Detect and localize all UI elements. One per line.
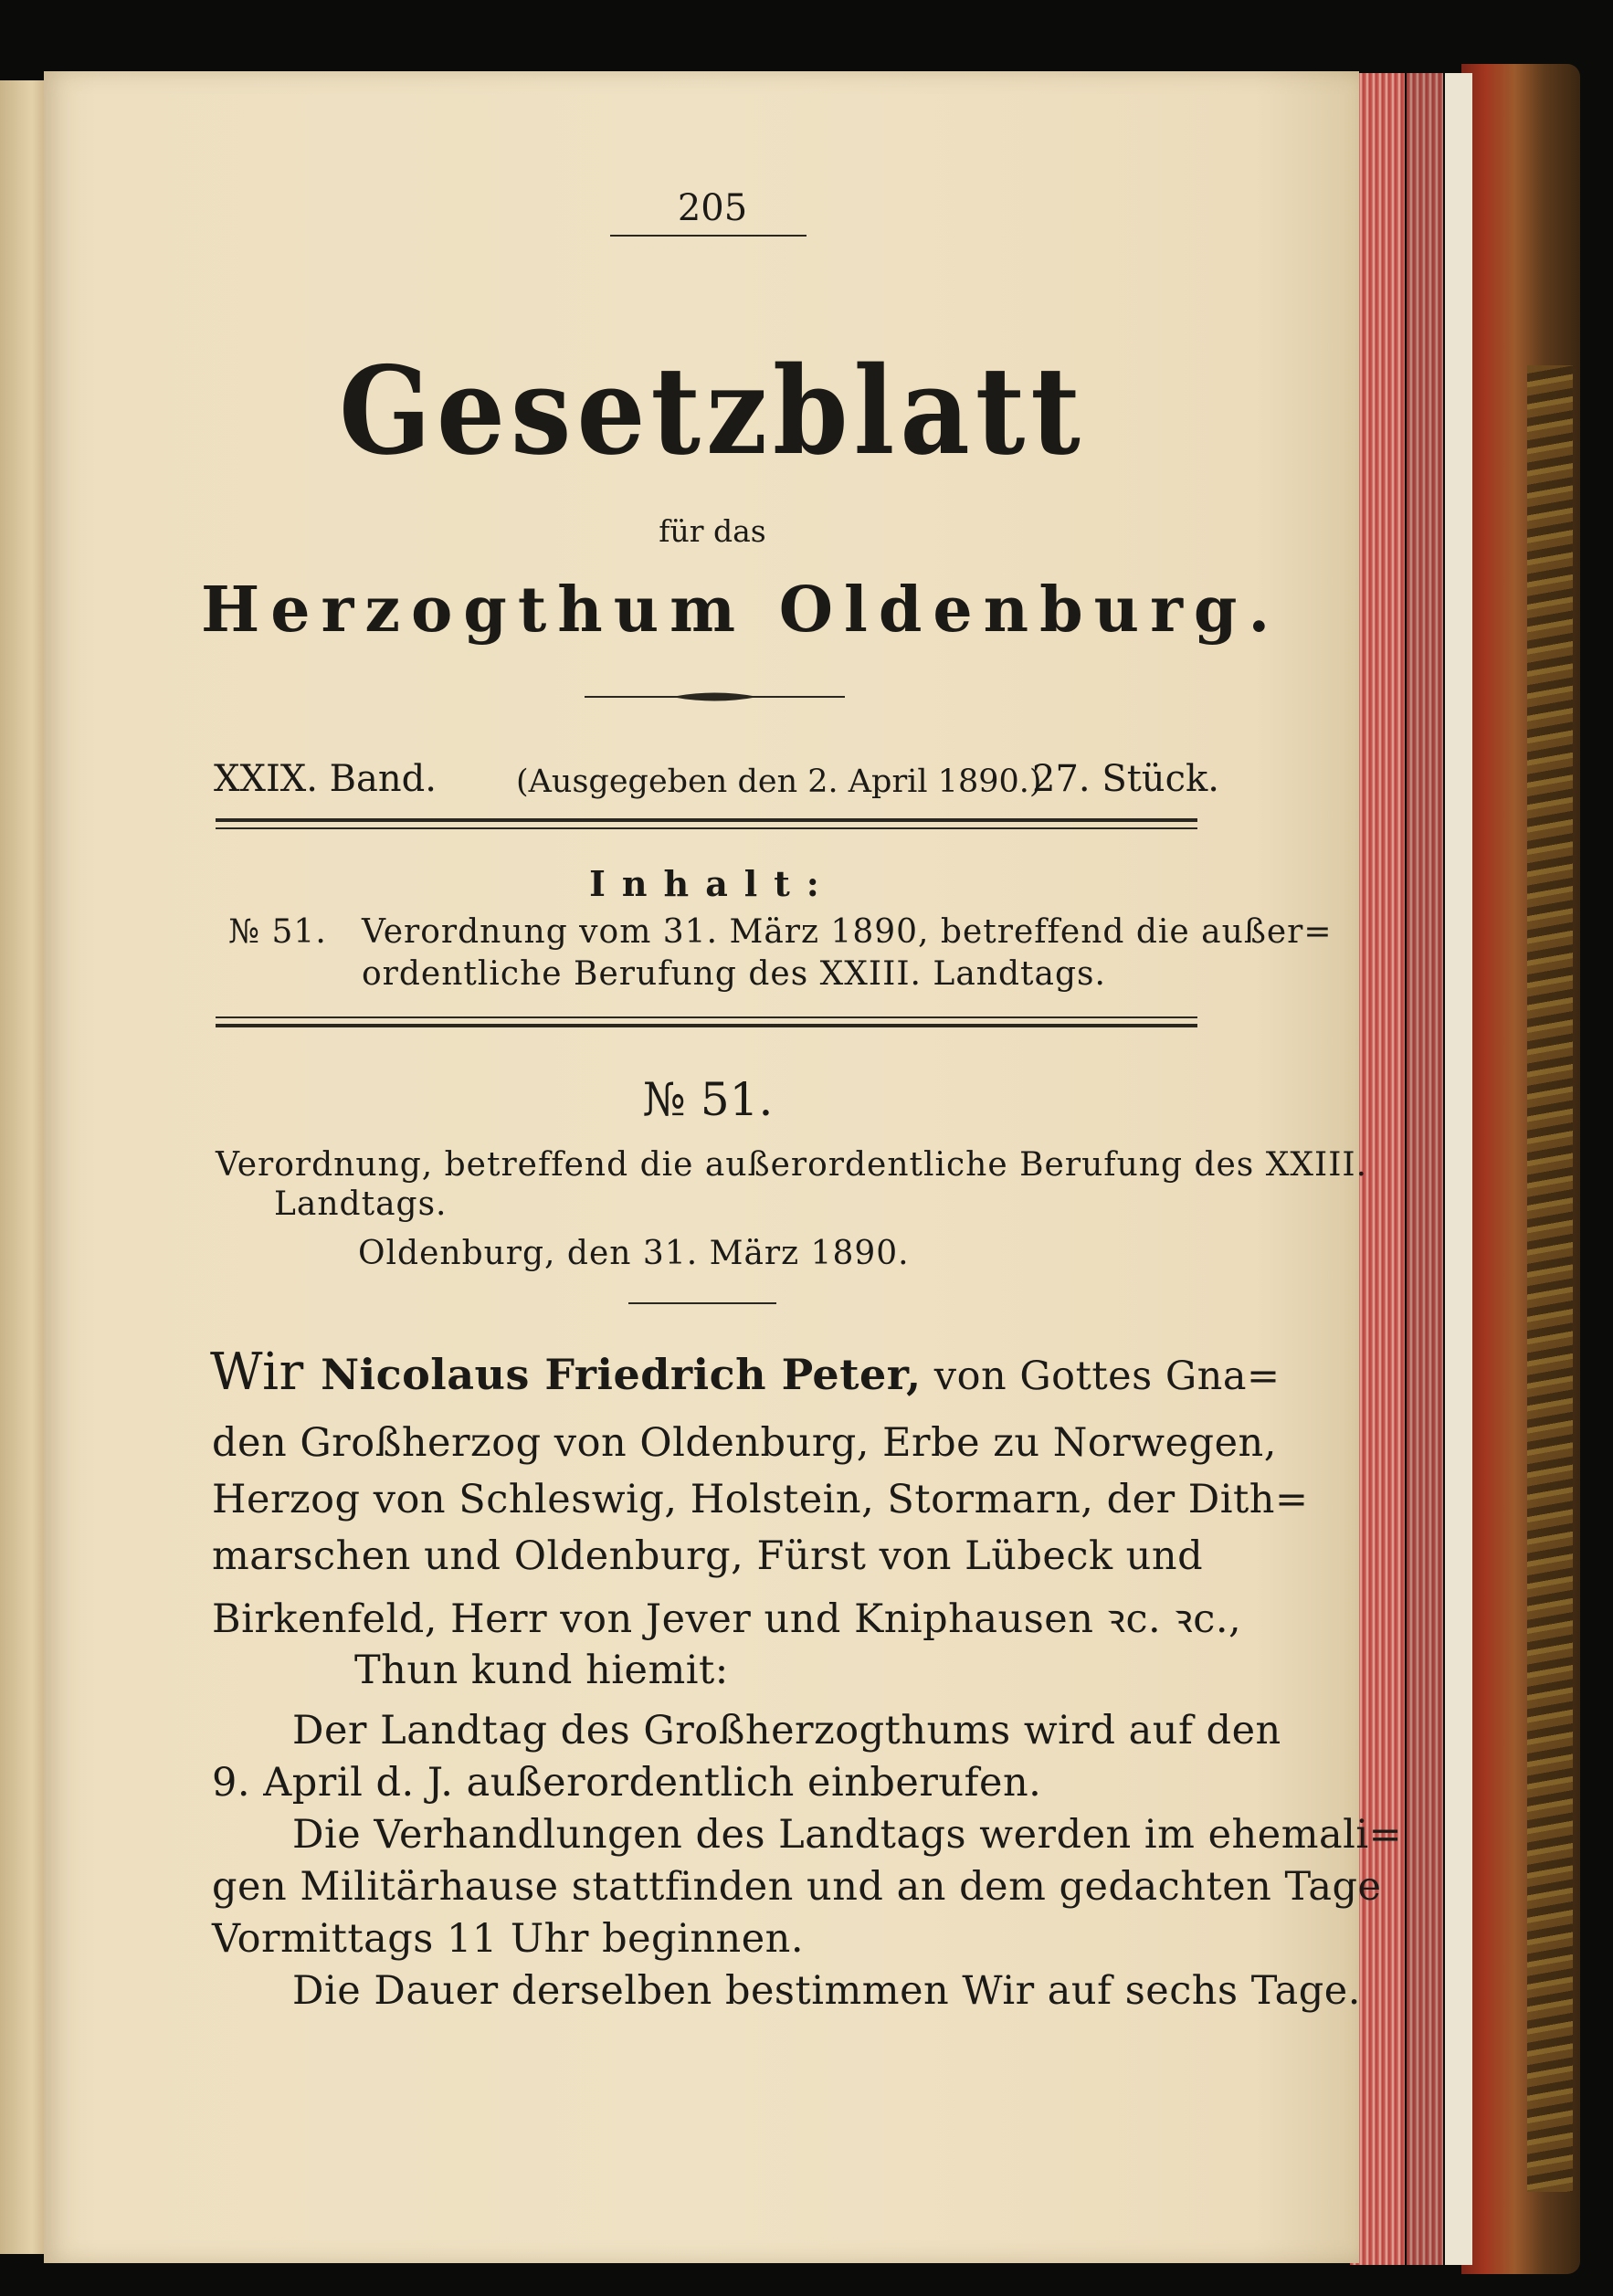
paragraph3-line1: Die Dauer derselben bestimmen Wir auf sechs Tage. xyxy=(292,1968,1361,2014)
body-line1-start: Wir xyxy=(210,1343,322,1402)
ornamental-divider xyxy=(585,687,845,707)
body-line-5: Birkenfeld, Herr von Jever und Kniphausen ꝛc. ꝛc., xyxy=(212,1596,1242,1642)
ordinance-title-line2: Landtags. xyxy=(274,1185,448,1223)
body-line-2: den Großherzog von Oldenburg, Erbe zu Norwegen, xyxy=(212,1420,1277,1466)
ordinance-number: № 51. xyxy=(642,1073,774,1126)
cover-marbling xyxy=(1527,365,1573,2192)
contents-entry-line2: ordentliche Berufung des XXIII. Landtags. xyxy=(362,955,1106,993)
paragraph2-line3: Vormittags 11 Uhr beginnen. xyxy=(212,1916,805,1962)
header-rule-thin xyxy=(216,827,1197,829)
gazette-subtitle: Herzogthum Oldenburg. xyxy=(201,574,1281,647)
contents-number: № 51. xyxy=(228,913,327,951)
body-line-1 xyxy=(210,1343,1281,1402)
body-line1-end: von Gottes Gna= xyxy=(921,1353,1281,1399)
page-edges-inner xyxy=(1407,73,1443,2265)
paragraph2-line1: Die Verhandlungen des Landtags werden im ehemali= xyxy=(292,1812,1403,1858)
contents-heading: Inhalt: xyxy=(589,863,836,904)
ordinance-rule xyxy=(628,1302,776,1304)
page-number: 205 xyxy=(677,187,748,229)
paragraph1-line2: 9. April d. J. außerordentlich einberufen. xyxy=(212,1760,1042,1806)
paragraph2-line2: gen Militärhause stattfinden und an dem gedachten Tage xyxy=(212,1864,1382,1910)
body-line-4: marschen und Oldenburg, Fürst von Lübeck und xyxy=(212,1533,1204,1579)
issue-date: (Ausgegeben den 2. April 1890.) xyxy=(516,764,1042,800)
body-line-3: Herzog von Schleswig, Holstein, Stormarn, der Dith= xyxy=(212,1477,1309,1522)
header-rule-thick xyxy=(216,818,1197,822)
page-edges-pale xyxy=(1445,73,1472,2265)
piece-number: 27. Stück. xyxy=(1032,758,1219,800)
subtitle-fuer-das: für das xyxy=(659,513,766,549)
volume-label: XXIX. Band. xyxy=(214,758,437,800)
ordinance-title-line1: Verordnung, betreffend die außerordentliche Berufung des XXIII. xyxy=(216,1146,1368,1184)
sovereign-name: Nicolaus Friedrich Peter, xyxy=(321,1350,922,1399)
contents-entry-line1: Verordnung vom 31. März 1890, betreffend die außer= xyxy=(362,913,1333,951)
facing-page-edge xyxy=(0,80,46,2254)
gazette-title: Gesetzblatt xyxy=(339,339,1086,482)
page-number-rule xyxy=(610,235,806,237)
paragraph1-line1: Der Landtag des Großherzogthums wird auf den xyxy=(292,1708,1281,1754)
ordinance-place-date: Oldenburg, den 31. März 1890. xyxy=(358,1235,910,1272)
body-line-6: Thun kund hiemit: xyxy=(354,1648,729,1693)
contents-rule-thick xyxy=(216,1024,1197,1027)
contents-rule-thin xyxy=(216,1016,1197,1018)
